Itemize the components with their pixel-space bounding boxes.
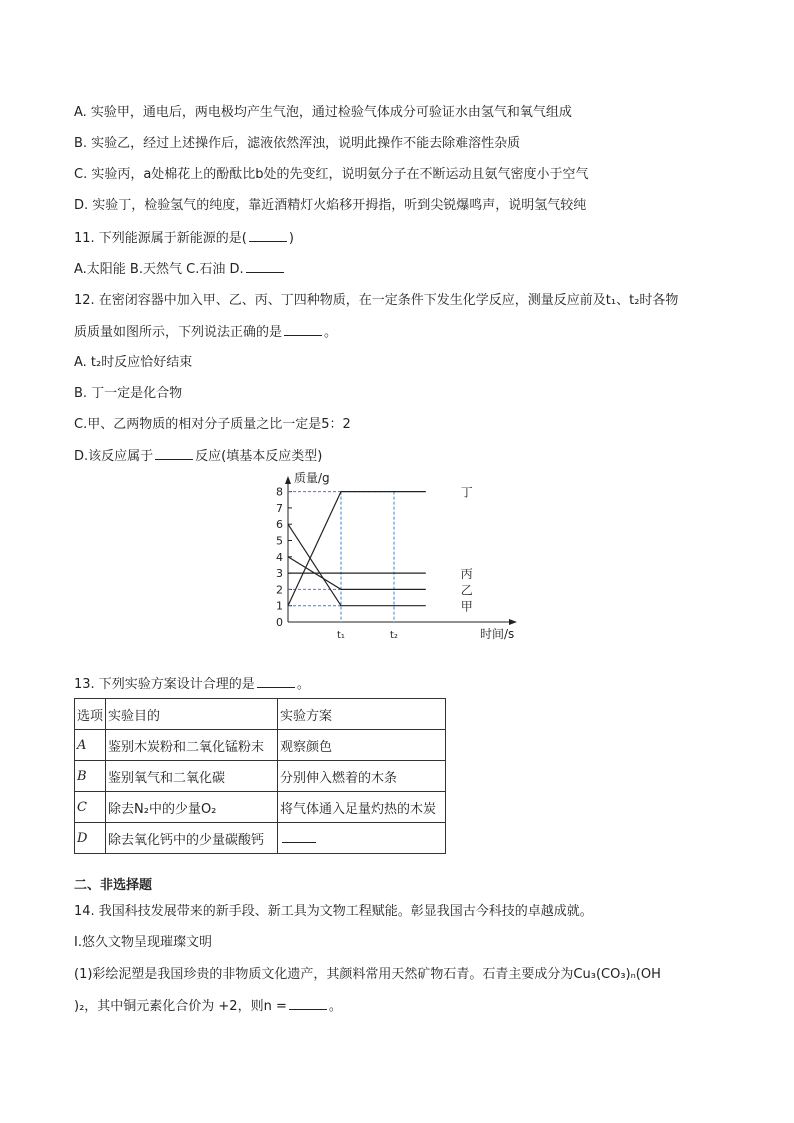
row-option: C [75, 792, 106, 823]
header-plan: 实验方案 [278, 699, 446, 730]
row-plan: 将气体通入足量灼热的木炭 [278, 792, 446, 823]
q12-stem-line2 [74, 323, 337, 342]
q14-sub1-line2 [74, 997, 342, 1016]
series-line-0 [288, 492, 426, 606]
y-tick-label: 7 [276, 501, 283, 515]
x-axis-arrow [509, 619, 517, 625]
q11-options [74, 260, 286, 279]
y-tick-label: 5 [276, 534, 283, 548]
y-axis-label: 质量/g [294, 471, 330, 485]
q12-answer-blank[interactable] [284, 323, 322, 336]
q13-stem-text: 13. 下列实验方案设计合理的是 [74, 677, 255, 692]
q13-stem-end: 。 [296, 677, 310, 692]
y-tick-label: 8 [276, 485, 283, 499]
series-label: 甲 [460, 599, 473, 614]
y-tick-label: 2 [276, 583, 283, 597]
q12-option-b: B. 丁一定是化合物 [74, 386, 183, 401]
q11-stem-close: ) [288, 231, 294, 246]
row-plan: 分别伸入燃着的木条 [278, 761, 446, 792]
series-label: 乙 [460, 583, 473, 598]
q11-option-d-blank[interactable] [246, 260, 284, 273]
q12-option-c: C.甲、乙两物质的相对分子质量之比一定是5：2 [74, 417, 351, 432]
series-label: 丙 [460, 567, 473, 582]
q13-stem [74, 675, 310, 694]
q12-option-d-suffix: 反应(填基本反应类型) [195, 449, 323, 464]
q10-option-d: D. 实验丁，检验氢气的纯度，靠近酒精灯火焰移开拇指，听到尖锐爆鸣声，说明氢气较纯 [74, 198, 587, 213]
q13-plan-d-blank[interactable] [282, 830, 316, 843]
q10-option-c: C. 实验丙，a处棉花上的酚酞比b处的先变红，说明氨分子在不断运动且氨气密度小于空气 [74, 167, 589, 182]
y-tick-label: 6 [276, 518, 283, 532]
q11-options-text: A.太阳能 B.天然气 C.石油 D. [74, 262, 244, 277]
header-option: 选项 [75, 699, 106, 730]
row-purpose: 鉴别氧气和二氧化碳 [106, 761, 278, 792]
q14-part1-title: Ⅰ.悠久文物呈现璀璨文明 [74, 935, 212, 950]
row-purpose: 鉴别木炭粉和二氧化锰粉末 [106, 730, 278, 761]
table-row [75, 823, 446, 854]
q11-stem-text: 11. 下列能源属于新能源的是( [74, 231, 247, 246]
q11-answer-blank[interactable] [249, 229, 287, 242]
mass-time-chart [258, 468, 528, 643]
q12-option-d-text: D.该反应属于 [74, 449, 154, 464]
row-option: D [75, 823, 106, 854]
q10-option-a: A. 实验甲，通电后，两电极均产生气泡，通过检验气体成分可验证水由氢气和氧气组成 [74, 105, 572, 120]
q10-option-b: B. 实验乙，经过上述操作后，滤液依然浑浊，说明此操作不能去除难溶性杂质 [74, 136, 521, 151]
q14-sub1-text: )₂，其中铜元素化合价为 +2，则n = [74, 999, 287, 1014]
header-purpose: 实验目的 [106, 699, 278, 730]
y-tick-label: 3 [276, 567, 283, 581]
series-line-3 [288, 524, 426, 606]
section-title: 二、非选择题 [74, 878, 153, 893]
table-row [75, 761, 446, 792]
x-tick-label: t₁ [337, 630, 345, 641]
row-option: B [75, 761, 106, 792]
table-header-row [75, 699, 446, 730]
q12-option-d-blank[interactable] [155, 447, 193, 460]
y-tick-label: 1 [276, 599, 283, 613]
series-label: 丁 [460, 485, 473, 500]
q12-option-d [74, 447, 322, 466]
q14-sub1-line1: (1)彩绘泥塑是我国珍贵的非物质文化遗产，其颜料常用天然矿物石青。石青主要成分为Cu₃(CO₃)ₙ(OH [74, 967, 661, 982]
q12-stem-text: 质质量如图所示，下列说法正确的是 [74, 325, 283, 340]
row-purpose: 除去N₂中的少量O₂ [106, 792, 278, 823]
q12-stem-end: 。 [324, 325, 338, 340]
row-plan: 观察颜色 [278, 730, 446, 761]
q12-stem-line1: 12. 在密闭容器中加入甲、乙、丙、丁四种物质，在一定条件下发生化学反应，测量反应前及t₁、t₂时各物 [74, 293, 679, 308]
row-plan [278, 823, 446, 854]
x-tick-label: t₂ [390, 630, 398, 641]
q13-answer-blank[interactable] [257, 675, 295, 688]
row-purpose: 除去氧化钙中的少量碳酸钙 [106, 823, 278, 854]
q14-n-blank[interactable] [289, 997, 327, 1010]
q13-table [74, 698, 446, 854]
row-option: A [75, 730, 106, 761]
y-tick-label: 4 [276, 550, 283, 564]
q14-sub1-end: 。 [328, 999, 342, 1014]
table-row [75, 792, 446, 823]
x-axis-label: 时间/s [480, 627, 515, 641]
q14-stem: 14. 我国科技发展带来的新手段、新工具为文物工程赋能。彰显我国古今科技的卓越成就。 [74, 904, 593, 919]
table-row [75, 730, 446, 761]
q12-option-a: A. t₂时反应恰好结束 [74, 355, 193, 370]
y-axis-arrow [285, 476, 291, 484]
q11-stem [74, 229, 294, 248]
y-tick-label: 0 [276, 616, 283, 629]
